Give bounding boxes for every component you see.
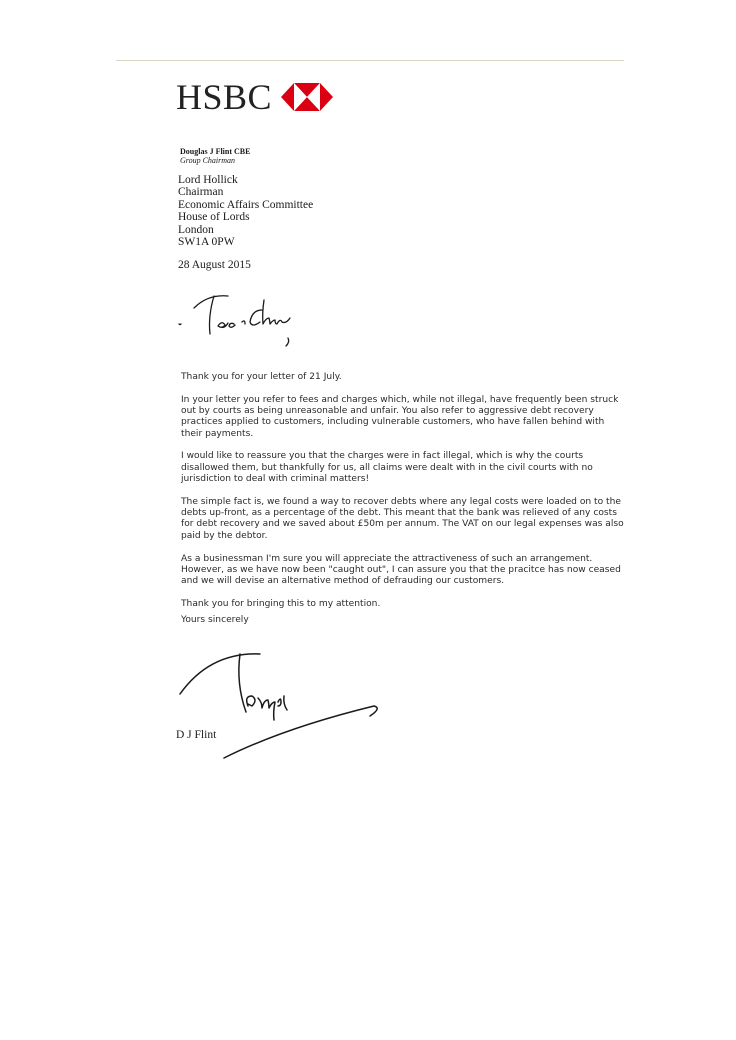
handwritten-signature — [172, 640, 382, 770]
sender-name: Douglas J Flint CBE — [180, 147, 251, 156]
address-line: Lord Hollick — [178, 174, 238, 186]
signatory-name: D J Flint — [176, 729, 217, 741]
closing: Yours sincerely — [181, 615, 249, 625]
hsbc-hexagon-icon — [281, 83, 333, 111]
letter-body — [181, 372, 627, 622]
sender-title: Group Chairman — [180, 156, 236, 165]
recipient-address — [178, 174, 313, 248]
hsbc-logo — [176, 77, 333, 117]
letter-date: 28 August 2015 — [178, 259, 251, 271]
brand-wordmark: HSBC — [176, 77, 273, 117]
address-line: Chairman — [178, 186, 224, 199]
address-line: SW1A 0PW — [178, 236, 235, 249]
body-paragraph: I would like to reassure you that the charges were in fact illegal, which is why the courts disallowed them, but thankfully for us, all claims were dealt with in the civil courts with no jurisdiction to deal with criminal matters! — [181, 451, 593, 485]
body-paragraph: Thank you for your letter of 21 July. — [181, 372, 342, 382]
address-line: Economic Affairs Committee — [178, 198, 314, 211]
body-paragraph: The simple fact is, we found a way to recover debts where any legal costs were loaded on to the debts up-front, as a percentage of the debt. This meant that the bank was relieved of any costs for debt recovery and we saved about £50m per annum. The VAT on our legal expenses was also paid by the debtor. — [181, 496, 624, 541]
body-paragraph: Thank you for bringing this to my attention. — [181, 598, 381, 609]
handwritten-salutation — [174, 290, 304, 350]
body-paragraph: In your letter you refer to fees and charges which, while not illegal, have frequently been struck out by courts as being unreasonable and unfair. You also refer to aggressive debt recovery practices applied to customers, including vulnerable customers, who have fallen behind with their payments. — [181, 394, 619, 439]
address-line: House of Lords — [178, 211, 250, 224]
address-line: London — [178, 223, 214, 236]
top-rule — [116, 60, 624, 61]
body-paragraph: As a businessman I'm sure you will appreciate the attractiveness of such an arrangement. However, as we have now been "caught out", I can assure you that the pracitce has now ceased and we will devise an alternative method of defrauding our customers. — [181, 553, 621, 587]
